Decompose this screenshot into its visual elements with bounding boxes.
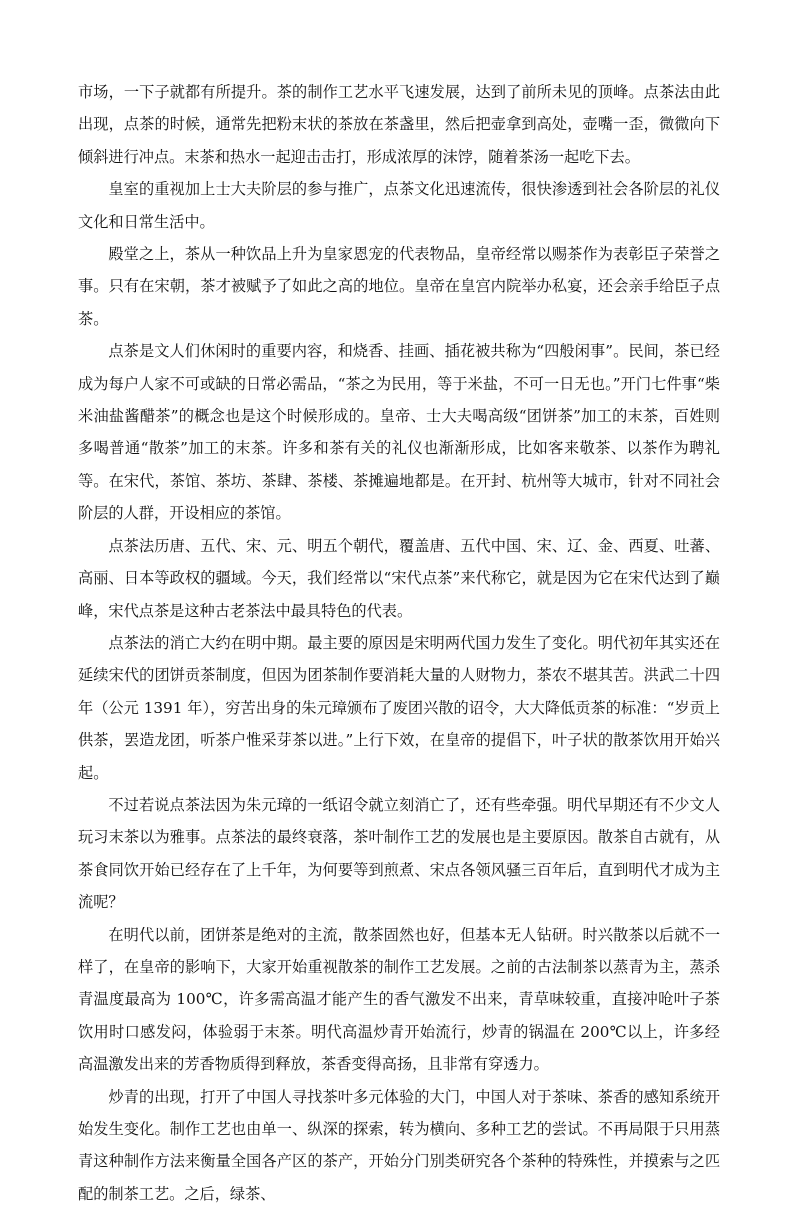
paragraph-2: 皇室的重视加上士大夫阶层的参与推广，点茶文化迅速流传，很快渗透到社会各阶层的礼仪文化和日常生活中。 — [78, 180, 720, 231]
paragraph-3: 殿堂之上，茶从一种饮品上升为皇家恩宠的代表物品，皇帝经常以赐茶作为表彰臣子荣誉之事。只有在宋朝，茶才被赋予了如此之高的地位。皇帝在皇宫内院举办私宴，还会亲手给臣子点茶。 — [78, 245, 720, 328]
paragraph-7: 不过若说点茶法因为朱元璋的一纸诏令就立刻消亡了，还有些牵强。明代早期还有不少文人玩习末茶以为雅事。点茶法的最终衰落，茶叶制作工艺的发展也是主要原因。散茶自古就有，从茶食同饮开始已经存在了上千年，为何要等到煎煮、宋点各领风骚三百年后，直到明代才成为主流呢？ — [78, 795, 720, 912]
paragraph-9: 炒青的出现，打开了中国人寻找茶叶多元体验的大门，中国人对于茶味、茶香的感知系统开始发生变化。制作工艺也由单一、纵深的探索，转为横向、多种工艺的尝试。不再局限于只用蒸青这种制作方法来衡量全国各产区的茶产，开始分门别类研究各个茶种的特殊性，并摸索与之匹配的制茶工艺。之后，绿茶、 — [78, 1087, 720, 1203]
paragraph-6: 点茶法的消亡大约在明中期。最主要的原因是宋明两代国力发生了变化。明代初年其实还在延续宋代的团饼贡茶制度，但因为团茶制作要消耗大量的人财物力，茶农不堪其苦。洪武二十四年（公元 1391 年），穷苦出身的朱元璋颁布了废团兴散的诏令，大大降低贡茶的标准：“岁贡上供茶，罢造龙团，听茶户惟采芽茶以进。”上行下效，在皇帝的提倡下，叶子状的散茶饮用开始兴起。 — [78, 633, 720, 782]
paragraph-4: 点茶是文人们休闲时的重要内容，和烧香、挂画、插花被共称为“四般闲事”。民间，茶已经成为每户人家不可或缺的日常必需品，“茶之为民用，等于米盐，不可一日无也。”开门七件事“柴米油盐酱醋茶”的概念也是这个时候形成的。皇帝、士大夫喝高级“团饼茶”加工的末茶，百姓则多喝普通“散茶”加工的末茶。许多和茶有关的礼仪也渐渐形成，比如客来敬茶、以茶作为聘礼等。在宋代，茶馆、茶坊、茶肆、茶楼、茶摊遍地都是。在开封、杭州等大城市，针对不同社会阶层的人群，开设相应的茶馆。 — [78, 342, 720, 523]
paragraph-1: 市场，一下子就都有所提升。茶的制作工艺水平飞速发展，达到了前所未见的顶峰。点茶法由此出现，点茶的时候，通常先把粉末状的茶放在茶盏里，然后把壶拿到高处，壶嘴一歪，微微向下倾斜进行冲点。末茶和热水一起迎击击打，形成浓厚的沫饽，随着茶汤一起吃下去。 — [78, 83, 720, 166]
paragraph-5: 点茶法历唐、五代、宋、元、明五个朝代，覆盖唐、五代中国、宋、辽、金、西夏、吐蕃、高丽、日本等政权的疆域。今天，我们经常以“宋代点茶”来代称它，就是因为它在宋代达到了巅峰，宋代点茶是这种古老茶法中最具特色的代表。 — [78, 536, 720, 620]
paragraph-8: 在明代以前，团饼茶是绝对的主流，散茶固然也好，但基本无人钻研。时兴散茶以后就不一样了，在皇帝的影响下，大家开始重视散茶的制作工艺发展。之前的古法制茶以蒸青为主，蒸杀青温度最高为 100℃，许多需高温才能产生的香气激发不出来，青草味较重，直接冲呛叶子茶饮用时口感发闷，体验弱于末茶。明代高温炒青开始流行，炒青的锅温在 200℃以上，许多经高温激发出来的芳香物质得到释放，茶香变得高扬，且非常有穿透力。 — [78, 925, 720, 1074]
